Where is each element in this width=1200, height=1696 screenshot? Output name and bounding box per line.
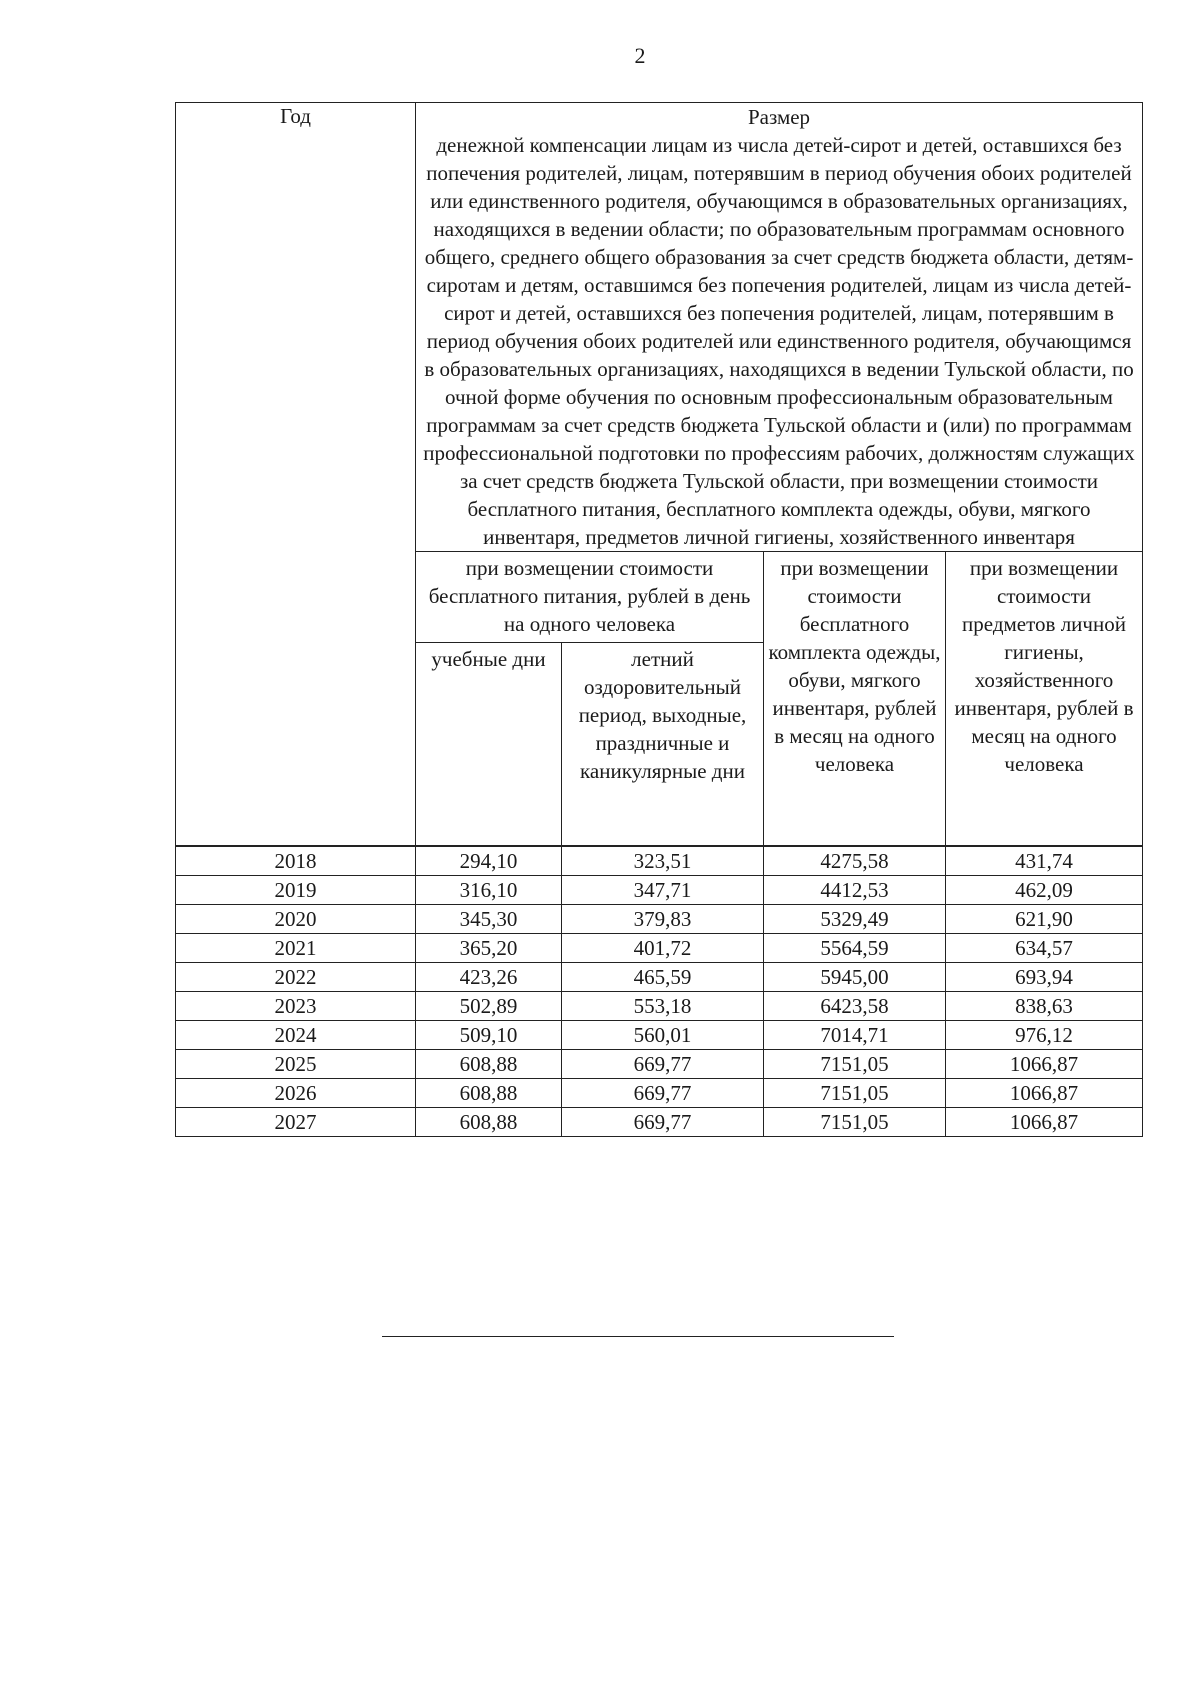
summer-period-cell: 379,83 — [562, 905, 764, 934]
summer-period-cell: 347,71 — [562, 876, 764, 905]
year-cell: 2024 — [176, 1021, 416, 1050]
summer-period-cell: 669,77 — [562, 1108, 764, 1137]
summer-period-cell: 465,59 — [562, 963, 764, 992]
clothing-cell: 5329,49 — [764, 905, 946, 934]
summer-period-cell: 560,01 — [562, 1021, 764, 1050]
clothing-cell: 7014,71 — [764, 1021, 946, 1050]
main-header-description: денежной компенсации лицам из числа детей-сирот и детей, оставшихся без попечения родителей, лицам, потерявшим в период обучения обоих родителей или единственного родителя, обучающимся в образовательных организациях, находящихся в ведении области; по образовательным программам основного общего, среднего общего образования за счет средств бюджета области, детям-сиротам и детям, оставшимся без попечения родителей, лицам из числа детей-сирот и детей, оставшихся без попечения родителей, лицам, потерявшим в период обучения обоих родителей или единственного родителя, обучающимся в образовательных организациях, находящихся в ведении Тульской области, по очной форме обучения по основным профессиональным образовательным программам за счет средств бюджета Тульской области и (или) по программам профессиональной подготовки по профессиям рабочих, должностям служащих за счет средств бюджета Тульской области, при возмещении стоимости бесплатного питания, бесплатного комплекта одежды, обуви, мягкого инвентаря, предметов личной гигиены, хозяйственного инвентаря — [423, 133, 1135, 549]
summer-period-cell: 669,77 — [562, 1050, 764, 1079]
clothing-cell: 5945,00 — [764, 963, 946, 992]
year-cell: 2018 — [176, 846, 416, 876]
school-days-cell: 365,20 — [416, 934, 562, 963]
hygiene-cell: 693,94 — [946, 963, 1143, 992]
hygiene-cell: 1066,87 — [946, 1050, 1143, 1079]
summer-period-cell: 323,51 — [562, 846, 764, 876]
school-days-cell: 316,10 — [416, 876, 562, 905]
summer-period-column-header: летний оздоровительный период, выходные, праздничные и каникулярные дни — [562, 643, 764, 847]
school-days-cell: 423,26 — [416, 963, 562, 992]
table-row — [176, 1021, 1143, 1050]
hygiene-cell: 838,63 — [946, 992, 1143, 1021]
clothing-cell: 7151,05 — [764, 1079, 946, 1108]
school-days-cell: 608,88 — [416, 1050, 562, 1079]
school-days-cell: 608,88 — [416, 1108, 562, 1137]
year-cell: 2019 — [176, 876, 416, 905]
page-number: 2 — [634, 43, 646, 68]
year-cell: 2022 — [176, 963, 416, 992]
hygiene-column-header: при возмещении стоимости предметов личной гигиены, хозяйственного инвентаря, рублей в месяц на одного человека — [946, 552, 1143, 847]
clothing-cell: 5564,59 — [764, 934, 946, 963]
hygiene-cell: 1066,87 — [946, 1108, 1143, 1137]
table-row — [176, 934, 1143, 963]
year-cell: 2027 — [176, 1108, 416, 1137]
table-row — [176, 1050, 1143, 1079]
year-cell: 2020 — [176, 905, 416, 934]
school-days-cell: 502,89 — [416, 992, 562, 1021]
clothing-cell: 7151,05 — [764, 1108, 946, 1137]
clothing-cell: 4275,58 — [764, 846, 946, 876]
table-row — [176, 992, 1143, 1021]
main-column-header — [416, 103, 1143, 552]
hygiene-cell: 431,74 — [946, 846, 1143, 876]
year-column-header: Год — [176, 103, 416, 847]
table-row — [176, 1079, 1143, 1108]
year-cell: 2026 — [176, 1079, 416, 1108]
summer-period-cell: 669,77 — [562, 1079, 764, 1108]
compensation-table — [175, 102, 1143, 1137]
clothing-cell: 6423,58 — [764, 992, 946, 1021]
clothing-column-header: при возмещении стоимости бесплатного комплекта одежды, обуви, мягкого инвентаря, рублей в месяц на одного человека — [764, 552, 946, 847]
school-days-cell: 345,30 — [416, 905, 562, 934]
table-row — [176, 905, 1143, 934]
summer-period-cell: 553,18 — [562, 992, 764, 1021]
hygiene-cell: 462,09 — [946, 876, 1143, 905]
table-row — [176, 846, 1143, 876]
hygiene-cell: 621,90 — [946, 905, 1143, 934]
school-days-cell: 294,10 — [416, 846, 562, 876]
hygiene-cell: 634,57 — [946, 934, 1143, 963]
table-body — [176, 846, 1143, 1137]
main-header-title: Размер — [747, 105, 811, 129]
table-row — [176, 963, 1143, 992]
year-cell: 2023 — [176, 992, 416, 1021]
year-cell: 2021 — [176, 934, 416, 963]
school-days-cell: 608,88 — [416, 1079, 562, 1108]
school-days-cell: 509,10 — [416, 1021, 562, 1050]
hygiene-cell: 976,12 — [946, 1021, 1143, 1050]
closing-divider-line — [382, 1336, 894, 1337]
clothing-cell: 4412,53 — [764, 876, 946, 905]
table-row — [176, 876, 1143, 905]
year-cell: 2025 — [176, 1050, 416, 1079]
table-row — [176, 1108, 1143, 1137]
school-days-column-header: учебные дни — [416, 643, 562, 847]
hygiene-cell: 1066,87 — [946, 1079, 1143, 1108]
clothing-cell: 7151,05 — [764, 1050, 946, 1079]
summer-period-cell: 401,72 — [562, 934, 764, 963]
food-column-header: при возмещении стоимости бесплатного питания, рублей в день на одного человека — [416, 552, 764, 643]
